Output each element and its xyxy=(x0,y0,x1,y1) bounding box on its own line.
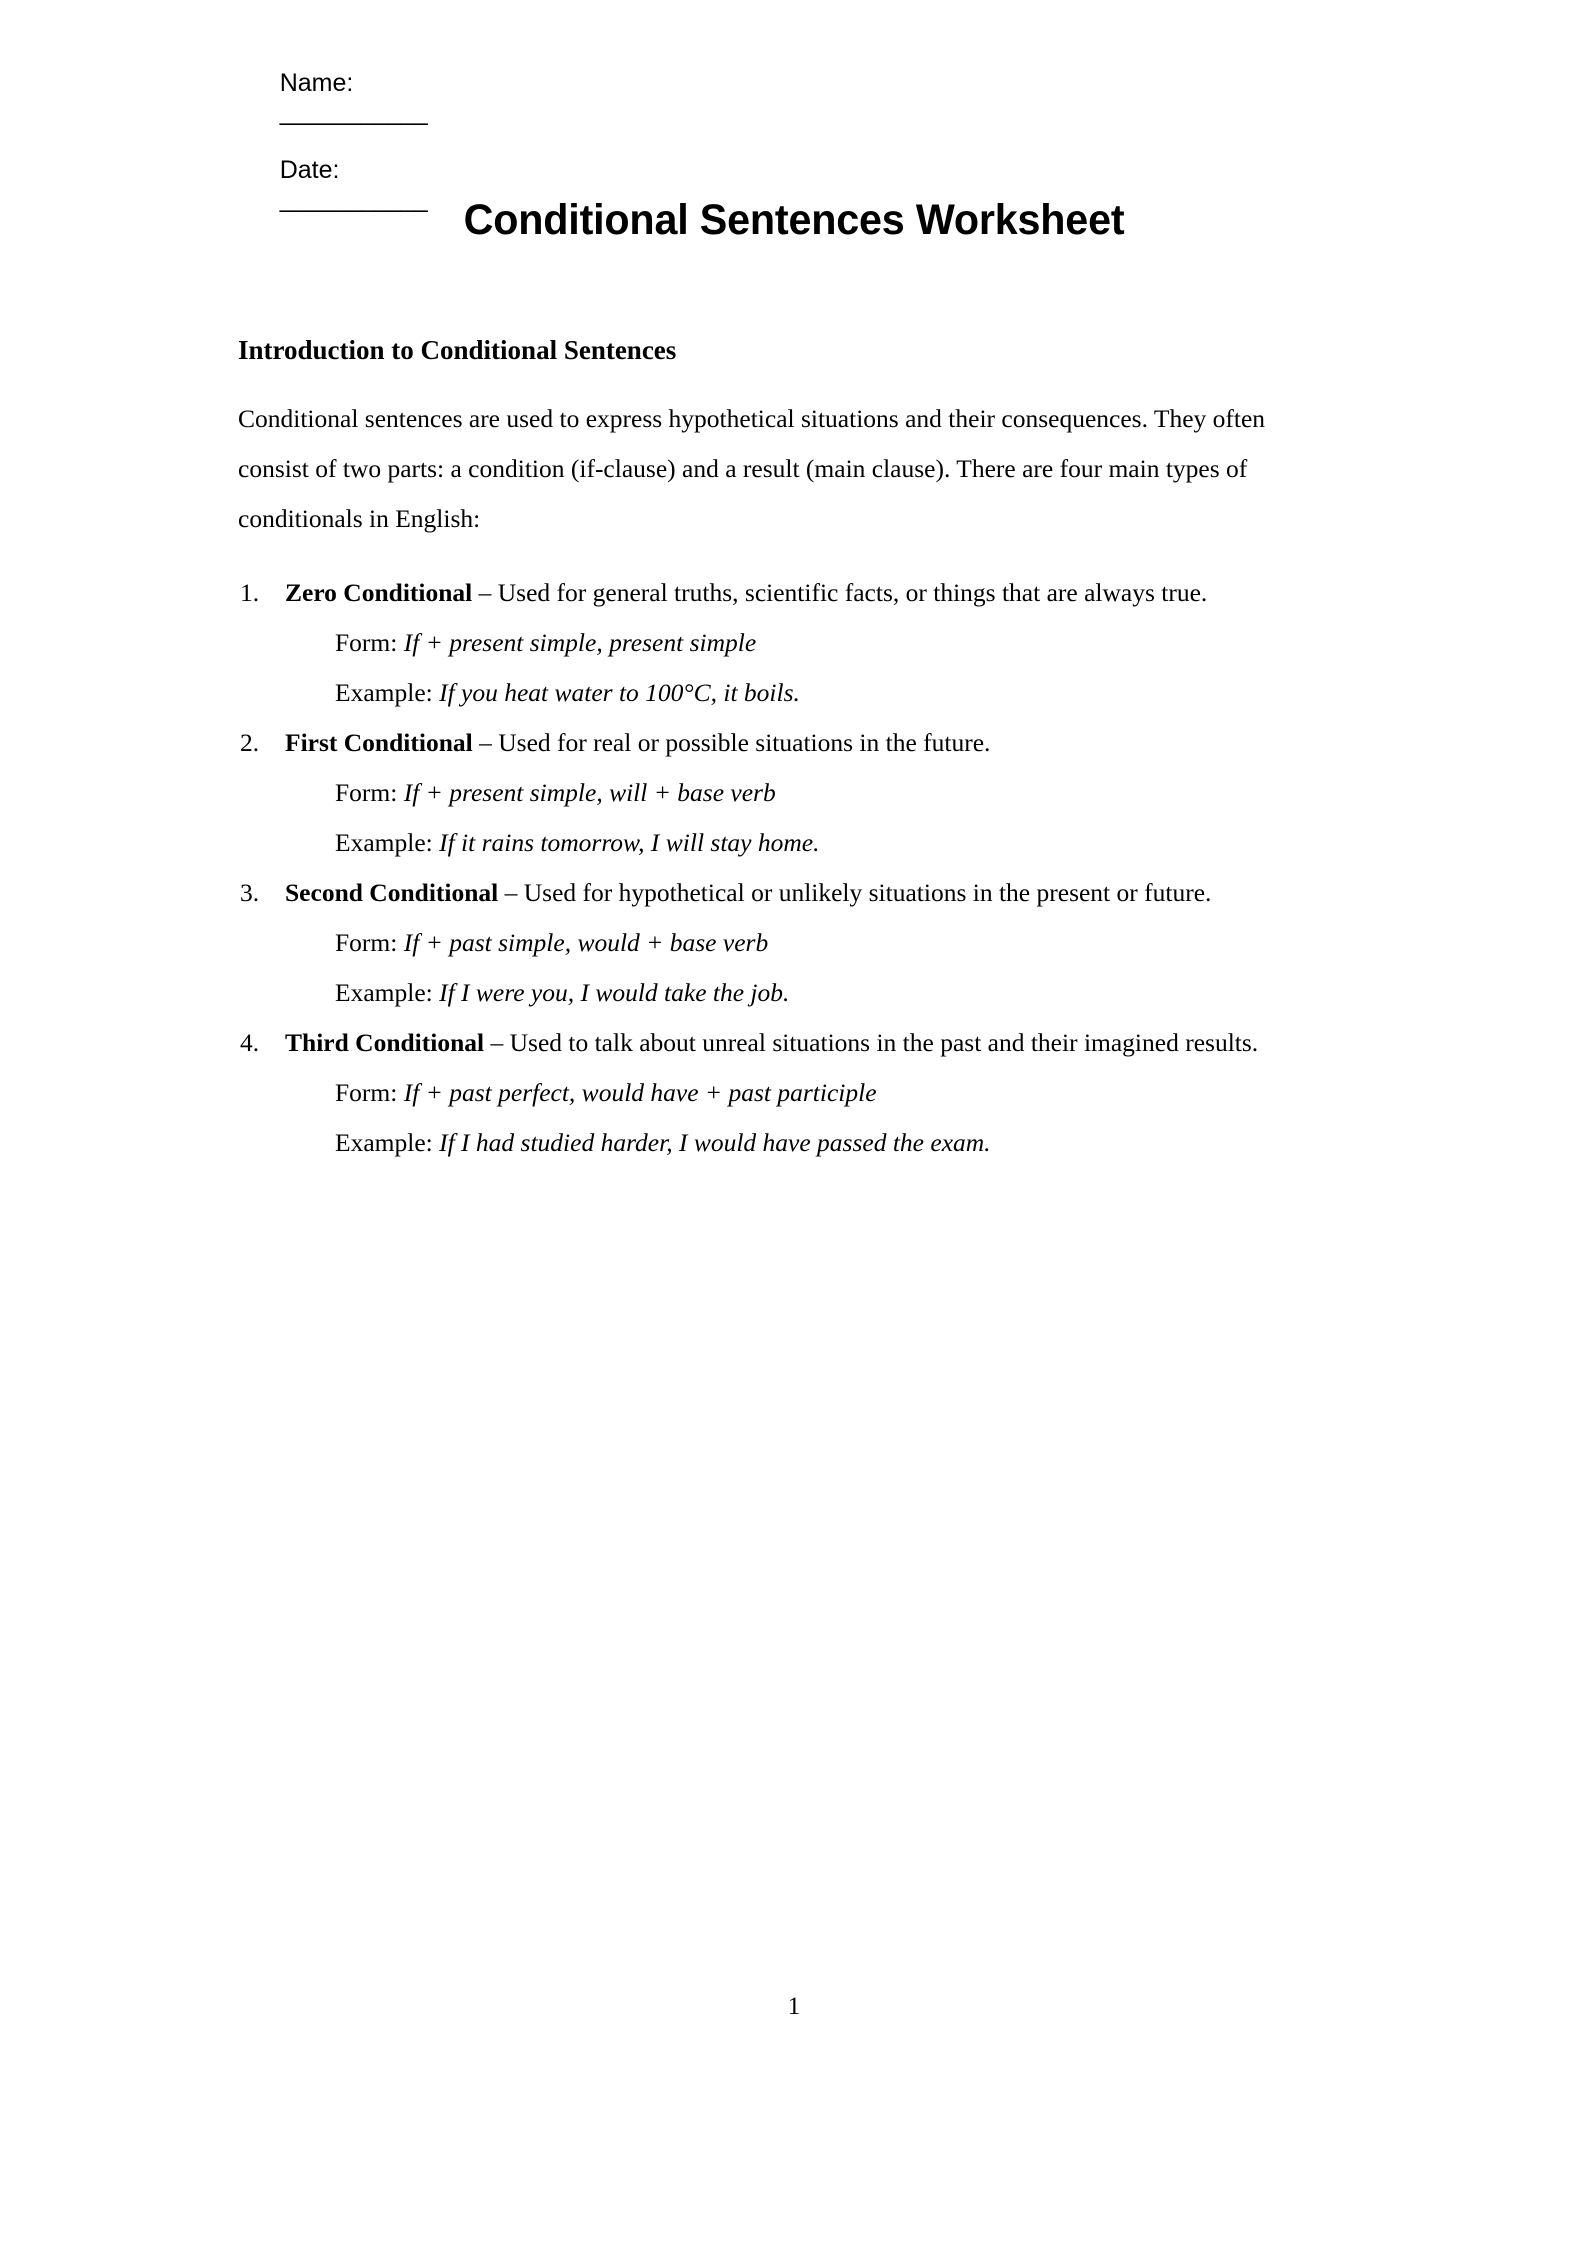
name-date-row xyxy=(238,40,1293,243)
list-item xyxy=(238,1018,1293,1168)
example-line xyxy=(285,668,1293,718)
page-title: Conditional Sentences Worksheet xyxy=(463,196,1125,244)
list-item-description: – Used to talk about unreal situations in the past and their imagined results. xyxy=(484,1028,1259,1057)
form-line xyxy=(285,918,1293,968)
form-value: If + present simple, will + base verb xyxy=(403,778,776,807)
example-label: Example: xyxy=(335,978,433,1007)
example-label: Example: xyxy=(335,1128,433,1157)
example-label: Example: xyxy=(335,678,433,707)
form-value: If + past simple, would + base verb xyxy=(403,928,769,957)
document-body xyxy=(238,0,1293,1168)
form-line xyxy=(285,768,1293,818)
list-item-description: – Used for real or possible situations in the future. xyxy=(472,728,991,757)
form-line xyxy=(285,1068,1293,1118)
name-label: Name: xyxy=(279,69,354,97)
form-line xyxy=(285,618,1293,668)
intro-paragraph: Conditional sentences are used to express hypothetical situations and their consequences. They often consist of two parts: a condition (if-clause) and a result (main clause). There are four main types of conditionals in English: xyxy=(238,404,1266,533)
list-item-description: – Used for general truths, scientific facts, or things that are always true. xyxy=(472,578,1208,607)
example-value: If I were you, I would take the job. xyxy=(439,978,790,1007)
example-value: If you heat water to 100°C, it boils. xyxy=(439,678,800,707)
section-heading-introduction: Introduction to Conditional Sentences xyxy=(238,335,677,365)
example-value: If I had studied harder, I would have passed the exam. xyxy=(439,1128,991,1157)
date-label: Date: xyxy=(279,156,340,184)
example-line xyxy=(285,968,1293,1018)
list-item-term: Second Conditional xyxy=(285,878,499,907)
list-item-text xyxy=(285,568,1293,618)
list-item-number: 4. xyxy=(240,1028,260,1057)
list-item-number: 3. xyxy=(240,878,260,907)
example-line xyxy=(285,1118,1293,1168)
example-value: If it rains tomorrow, I will stay home. xyxy=(439,828,820,857)
list-item-text xyxy=(285,1018,1293,1068)
list-item-number: 2. xyxy=(240,728,260,757)
name-blank-field[interactable]: ___________ xyxy=(279,98,428,126)
list-item-text xyxy=(285,868,1293,918)
list-item xyxy=(238,868,1293,1018)
example-label: Example: xyxy=(335,828,433,857)
form-label: Form: xyxy=(335,778,398,807)
list-item-number: 1. xyxy=(240,578,260,607)
form-value: If + present simple, present simple xyxy=(403,628,757,657)
list-item xyxy=(238,718,1293,868)
conditional-types-list xyxy=(238,544,1293,1168)
date-blank-field[interactable]: ___________ xyxy=(279,185,428,213)
list-item-term: First Conditional xyxy=(285,728,473,757)
list-item-term: Third Conditional xyxy=(285,1028,485,1057)
page-number: 1 xyxy=(787,1993,801,2020)
list-item xyxy=(238,568,1293,718)
form-label: Form: xyxy=(335,1078,398,1107)
form-value: If + past perfect, would have + past participle xyxy=(403,1078,877,1107)
list-item-text xyxy=(285,718,1293,768)
example-line xyxy=(285,818,1293,868)
list-item-term: Zero Conditional xyxy=(285,578,473,607)
form-label: Form: xyxy=(335,928,398,957)
form-label: Form: xyxy=(335,628,398,657)
list-item-description: – Used for hypothetical or unlikely situations in the present or future. xyxy=(498,878,1212,907)
